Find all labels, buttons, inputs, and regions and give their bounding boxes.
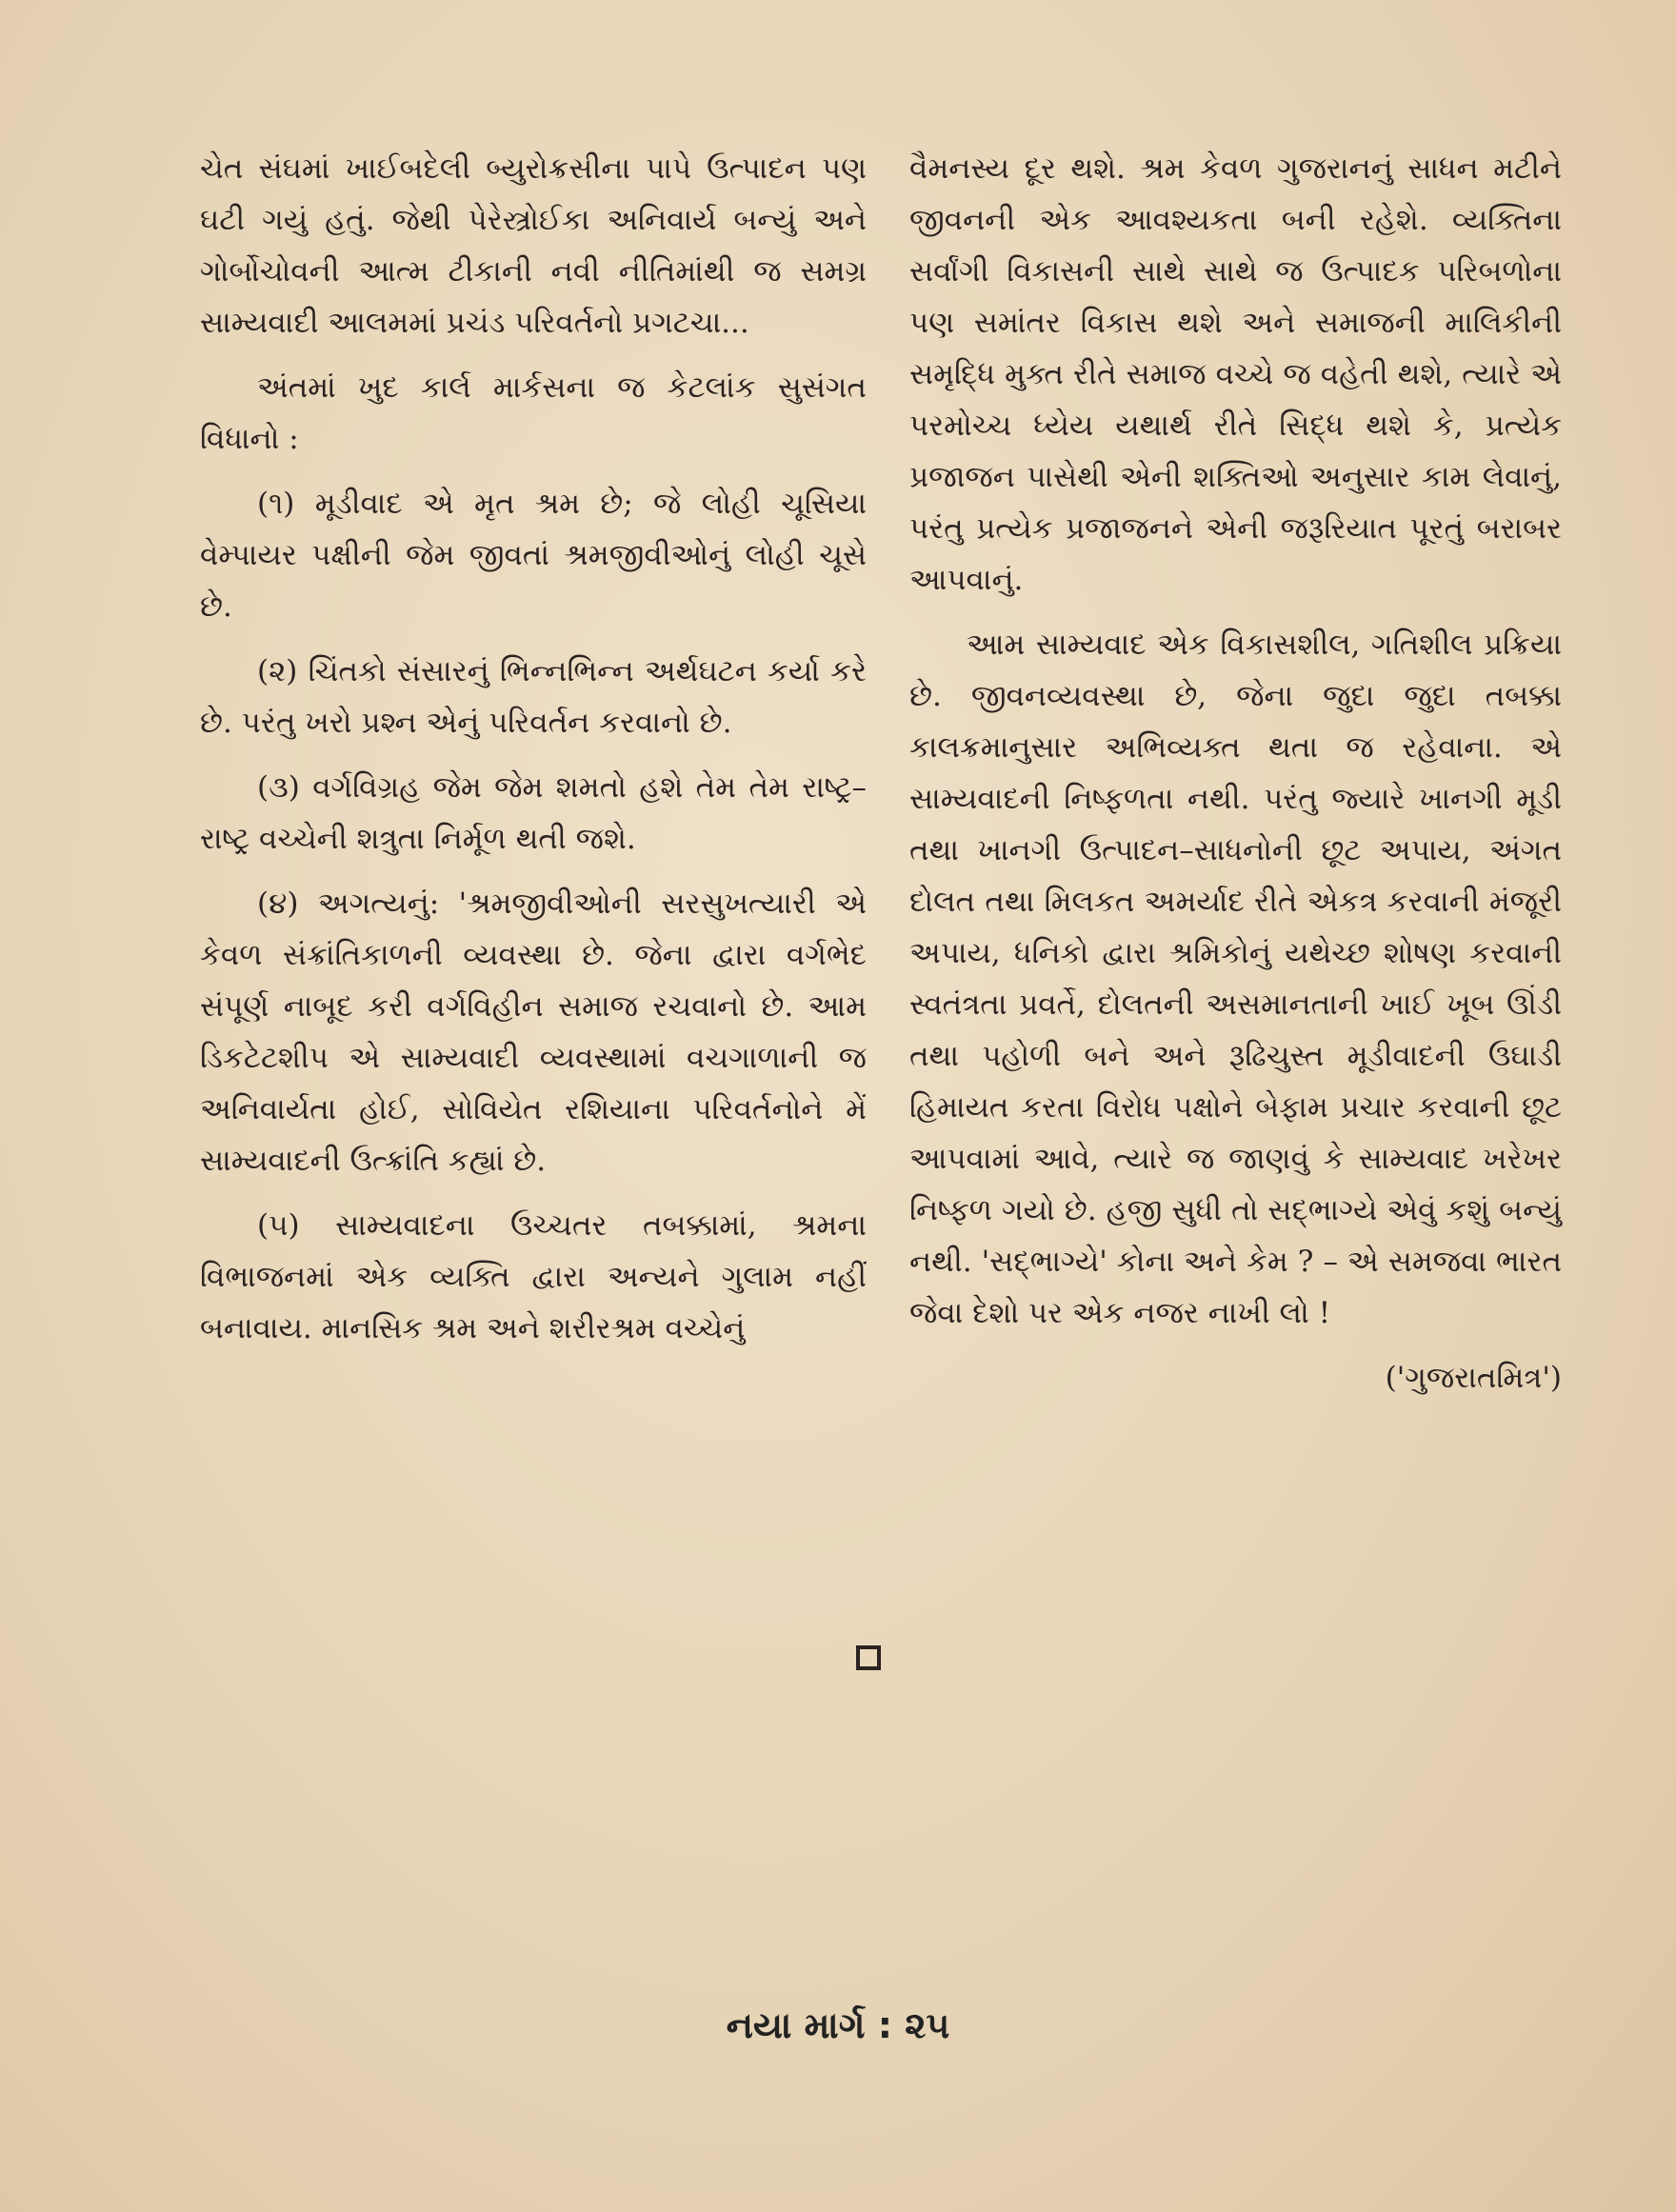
left-column [200, 143, 867, 1367]
end-of-article-square-icon [856, 1645, 881, 1670]
page-footer: નયા માર્ગ : ૨૫ [726, 2004, 950, 2046]
list-item: (૫) સામ્યવાદના ઉચ્ચતર તબક્કામાં, શ્રમના વિભાજનમાં એક વ્યક્તિ દ્વારા અન્યને ગુલામ નહીં બનાવાય. માનસિક શ્રમ અને શરીરશ્રમ વચ્ચેનું [200, 1208, 867, 1345]
paragraph: વૈમનસ્ય દૂર થશે. શ્રમ કેવળ ગુજરાનનું સાધન મટીને જીવનની એક આવશ્યકતા બની રહેશે. વ્યક્તિના સર્વાંગી વિકાસની સાથે સાથે જ ઉત્પાદક પરિબળોના પણ સમાંતર વિકાસ થશે અને સમાજની માલિકીની સમૃદ્ધિ મુક્ત રીતે સમાજ વચ્ચે જ વહેતી થશે, ત્યારે એ પરમોચ્ચ ધ્યેય યથાર્થ રીતે સિદ્ધ થશે કે, પ્રત્યેક પ્રજાજન પાસેથી એની શક્તિઓ અનુસાર કામ લેવાનું, પરંતુ પ્રત્યેક પ્રજાજનને એની જરૂરિયાત પૂરતું બરાબર આપવાનું. [909, 151, 1562, 597]
source-credit: ('ગુજરાતમિત્ર') [1385, 1361, 1562, 1395]
right-column [909, 143, 1562, 1417]
list-item: (૩) વર્ગવિગ્રહ જેમ જેમ શમતો હશે તેમ તેમ રાષ્ટ્ર–રાષ્ટ્ર વચ્ચેની શત્રુતા નિર્મૂળ થતી જશે. [200, 770, 867, 856]
paragraph: આમ સામ્યવાદ એક વિકાસશીલ, ગતિશીલ પ્રક્રિયા છે. જીવનવ્યવસ્થા છે, જેના જુદા જુદા તબક્કા કાલક્રમાનુસાર અભિવ્યક્ત થતા જ રહેવાના. એ સામ્યવાદની નિષ્ફળતા નથી. પરંતુ જ્યારે ખાનગી મૂડી તથા ખાનગી ઉત્પાદન–સાધનોની છૂટ અપાય, અંગત દોલત તથા મિલકત અમર્યાદ રીતે એકત્ર કરવાની મંજૂરી અપાય, ધનિકો દ્વારા શ્રમિકોનું યથેચ્છ શોષણ કરવાની સ્વતંત્રતા પ્રવર્તે, દોલતની અસમાનતાની ખાઈ ખૂબ ઊંડી તથા પહોળી બને અને રૂઢિચુસ્ત મૂડીવાદની ઉઘાડી હિમાયત કરતા વિરોધ પક્ષોને બેફામ પ્રચાર કરવાની છૂટ આપવામાં આવે, ત્યારે જ જાણવું કે સામ્યવાદ ખરેખર નિષ્ફળ ગયો છે. હજી સુધી તો સદ્ભાગ્યે એવું કશું બન્યું નથી. 'સદ્ભાગ્યે' કોના અને કેમ ? – એ સમજવા ભારત જેવા દેશો પર એક નજર નાખી લો ! [909, 628, 1562, 1330]
list-item: (૨) ચિંતકો સંસારનું ભિન્નભિન્ન અર્થઘટન કર્યા કરે છે. પરંતુ ખરો પ્રશ્ન એનું પરિવર્તન કરવાનો છે. [200, 654, 867, 740]
paragraph: અંતમાં ખુદ કાર્લ માર્કસના જ કેટલાંક સુસંગત વિધાનો : [200, 370, 867, 456]
list-item: (૧) મૂડીવાદ એ મૃત શ્રમ છે; જે લોહી ચૂસિયા વેમ્પાયર પક્ષીની જેમ જીવતાં શ્રમજીવીઓનું લોહી ચૂસે છે. [200, 487, 867, 624]
paragraph: ચેત સંઘમાં ખાઈબદેલી બ્યુરોક્રસીના પાપે ઉત્પાદન પણ ઘટી ગયું હતું. જેથી પેરેસ્ત્રોઈકા અનિવાર્ય બન્યું અને ગોર્બોચોવની આત્મ ટીકાની નવી નીતિમાંથી જ સમગ્ર સામ્યવાદી આલમમાં પ્રચંડ પરિવર્તનો પ્રગટચા... [200, 151, 867, 340]
list-item: (૪) અગત્યનું: 'શ્રમજીવીઓની સરસુખત્યારી એ કેવળ સંક્રાંતિકાળની વ્યવસ્થા છે. જેના દ્વારા વર્ગભેદ સંપૂર્ણ નાબૂદ કરી વર્ગવિહીન સમાજ રચવાનો છે. આમ ડિકટેટશીપ એ સામ્યવાદી વ્યવસ્થામાં વચગાળાની જ અનિવાર્યતા હોઈ, સોવિયેત રશિયાના પરિવર્તનોને મેં સામ્યવાદની ઉત્ક્રાંતિ કહ્યાં છે. [200, 887, 867, 1178]
